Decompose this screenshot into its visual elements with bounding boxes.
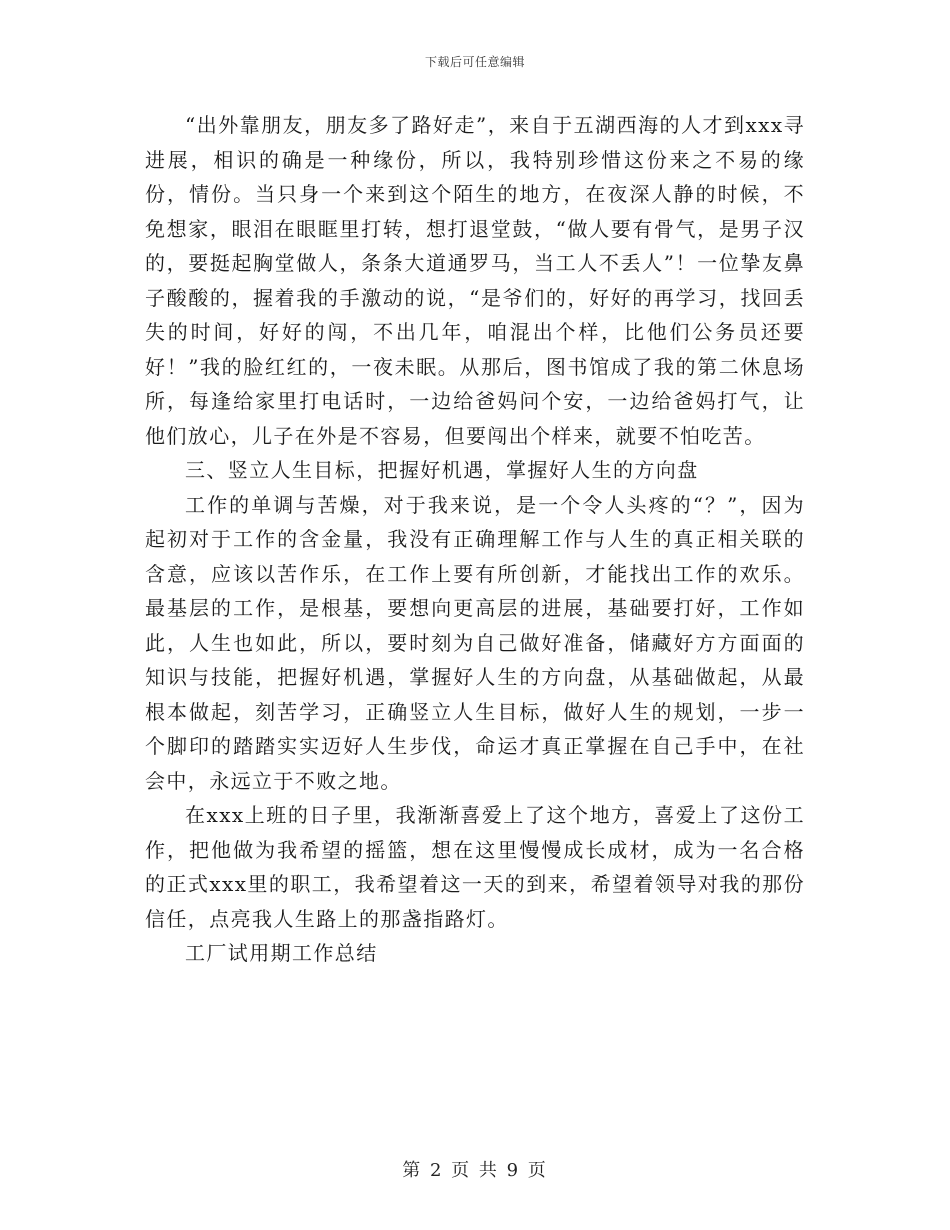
body-paragraph: “出外靠朋友，朋友多了路好走”，来自于五湖西海的人才到xxx寻进展，相识的确是一种缘份，所以，我特别珍惜这份来之不易的缘份，情份。当只身一个来到这个陌生的地方，在夜深人静的时候，不免想家，眼泪在眼眶里打转，想打退堂鼓，“做人要有骨气，是男子汉的，要挺起胸堂做人，条条大道通罗马，当工人不丢人”！一位挚友鼻子酸酸的，握着我的手激动的说，“是爷们的，好好的再学习，找回丢失的时间，好好的闯，不出几年，咱混出个样，比他们公务员还要好！”我的脸红红的，一夜未眠。从那后，图书馆成了我的第二休息场所，每逢给家里打电话时，一边给爸妈问个安，一边给爸妈打气，让他们放心，儿子在外是不容易，但要闯出个样来，就要不怕吃苦。 <box>145 113 805 448</box>
document-title-line: 工厂试用期工作总结 <box>185 941 378 965</box>
body-paragraph: 工作的单调与苦燥，对于我来说，是一个令人头疼的“？”，因为起初对于工作的含金量，我没有正确理解工作与人生的真正相关联的含意，应该以苦作乐，在工作上要有所创新，才能找出工作的欢乐。最基层的工作，是根基，要想向更高层的进展，基础要打好，工作如此，人生也如此，所以，要时刻为自己做好准备，储藏好方方面面的知识与技能，把握好机遇，掌握好人生的方向盘，从基础做起，从最根本做起，刻苦学习，正确竖立人生目标，做好人生的规划，一步一个脚印的踏踏实实迈好人生步伐，命运才真正掌握在自己手中，在社会中，永远立于不败之地。 <box>145 492 805 793</box>
section-heading: 三、竖立人生目标，把握好机遇，掌握好人生的方向盘 <box>185 458 699 482</box>
document-body <box>145 108 805 971</box>
body-paragraph: 在xxx上班的日子里，我渐渐喜爱上了这个地方，喜爱上了这份工作，把他做为我希望的摇篮，想在这里慢慢成长成材，成为一名合格的正式xxx里的职工，我希望着这一天的到来，希望着领导对我的那份信任，点亮我人生路上的那盏指路灯。 <box>145 803 805 931</box>
page-number: 第 2 页 共 9 页 <box>402 1160 548 1181</box>
page-header: 下载后可任意编辑 <box>424 55 525 69</box>
